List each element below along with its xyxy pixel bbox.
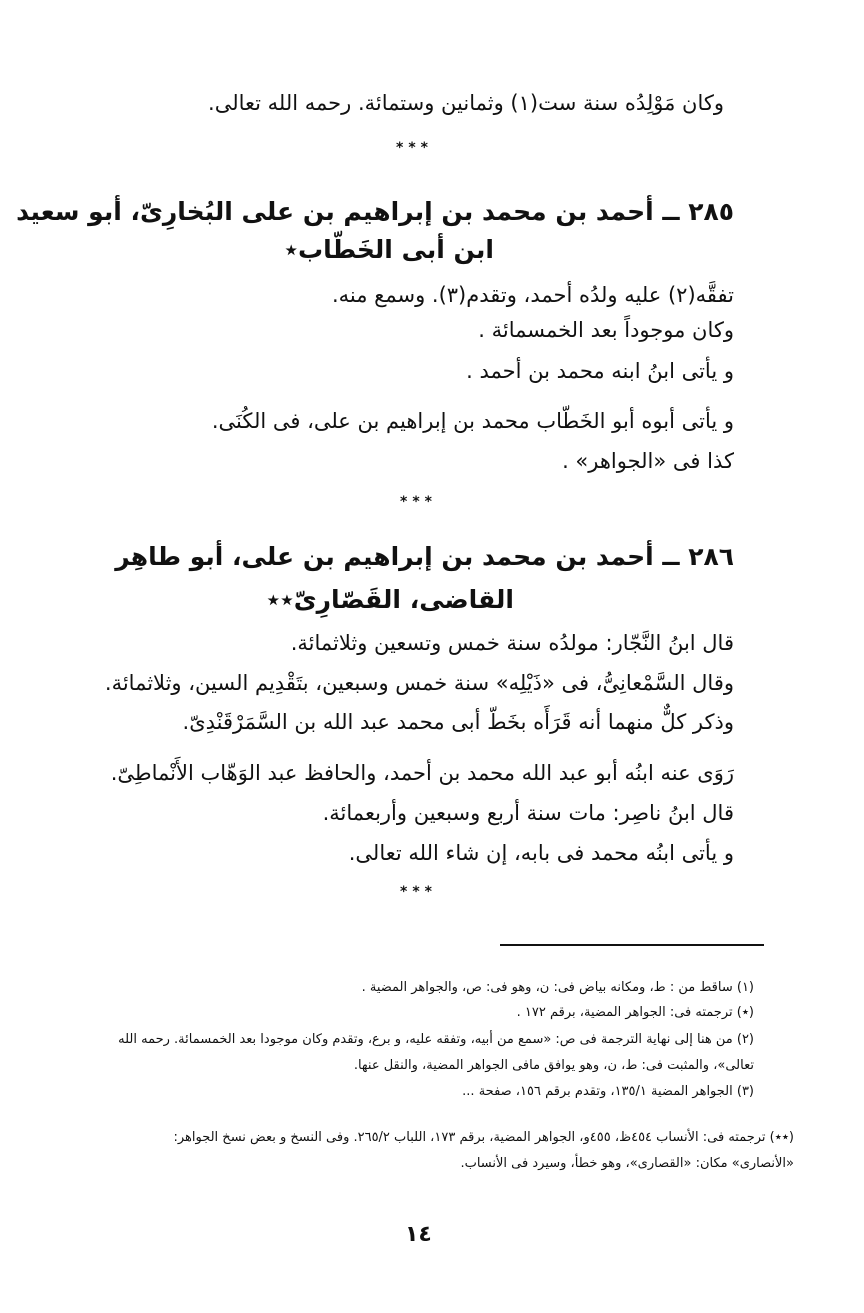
section-separator: *** xyxy=(396,140,433,156)
entry-286-line: قال ابنُ النَّجّار: مولدُه سنة خمس وتسعين وثلاثمائة. xyxy=(290,631,734,655)
footnote: (٭) ترجمته فى: الجواهر المضية، برقم ١٧٢ . xyxy=(516,1005,754,1020)
entry-285-line: كذا فى «الجواهر» . xyxy=(562,449,734,473)
entry-286-heading: ٢٨٦ ــ أحمد بن محمد بن إبراهيم بن على، أبو طاهِر xyxy=(115,542,734,571)
entry-285-heading-cont: ابن أبى الخَطّاب٭ xyxy=(284,235,494,264)
footnote: (١) ساقط من : ط، ومكانه بياض فى: ن، وهو فى: ص، والجواهر المضية . xyxy=(361,980,754,995)
entry-285-heading: ٢٨٥ ــ أحمد بن محمد بن إبراهيم بن على البُخارِىّ، أبو سعيد xyxy=(16,197,734,226)
entry-286-line: وقال السَّمْعانِىُّ، فى «ذَيْلِه» سنة خمس وسبعين، بتَقْدِيم السين، وثلاثمائة. xyxy=(104,671,734,695)
entry-285-line: تفقَّه(٢) عليه ولدُه أحمد، وتقدم(٣). وسمع منه. xyxy=(331,283,734,307)
footnote: (٣) الجواهر المضية ١٣٥/١، وتقدم برقم ١٥٦، صفحة ... xyxy=(462,1084,754,1099)
footnote-divider xyxy=(500,944,764,946)
entry-286-line: و يأتى ابنُه محمد فى بابه، إن شاء الله تعالى. xyxy=(348,841,734,865)
section-separator: *** xyxy=(400,884,437,900)
top-paragraph: وكان مَوْلِدُه سنة ست(١) وثمانين وستمائة. رحمه الله تعالى. xyxy=(208,91,724,115)
entry-286-line: قال ابنُ ناصِر: مات سنة أربع وسبعين وأربعمائة. xyxy=(322,801,734,825)
section-separator: *** xyxy=(400,494,437,510)
page-number: ١٤ xyxy=(405,1222,432,1247)
entry-285-line: و يأتى ابنُ ابنه محمد بن أحمد . xyxy=(466,359,734,383)
footnote: (٭٭) ترجمته فى: الأنساب ٤٥٤ظ، ٤٥٥و، الجواهر المضية، برقم ١٧٣، اللباب ٢٦٥/٢. وفى النسخ و بعض نسخ الجواهر: xyxy=(173,1130,794,1145)
entry-285-line: و يأتى أبوه أبو الخَطّاب محمد بن إبراهيم بن على، فى الكُنَى. xyxy=(211,409,734,433)
entry-286-line: رَوَى عنه ابنُه أبو عبد الله محمد بن أحمد، والحافظ عبد الوَهّاب الأَنْماطِىّ. xyxy=(110,761,734,785)
footnote: (٢) من هنا إلى نهاية الترجمة فى ص: «سمع من أبيه، وتفقه عليه، و برع، وتقدم وكان موجودا بعد الخمسمائة. رحمه الله xyxy=(118,1032,754,1047)
entry-285-line: وكان موجوداً بعد الخمسمائة . xyxy=(478,318,734,342)
entry-286-line: وذكر كلٌّ منهما أنه قَرَأَه بخَطّ أبى محمد عبد الله بن السَّمَرْقَنْدِىّ. xyxy=(182,710,734,734)
footnote: تعالى»، والمثبت فى: ط، ن، وهو يوافق مافى الجواهر المضية، والنقل عنها. xyxy=(353,1058,754,1073)
footnote: «الأنصارى» مكان: «القصارى»، وهو خطأ، وسيرد فى الأنساب. xyxy=(460,1156,794,1171)
entry-286-heading-cont: القاضى، القَصّارِىّ٭٭ xyxy=(266,585,514,614)
